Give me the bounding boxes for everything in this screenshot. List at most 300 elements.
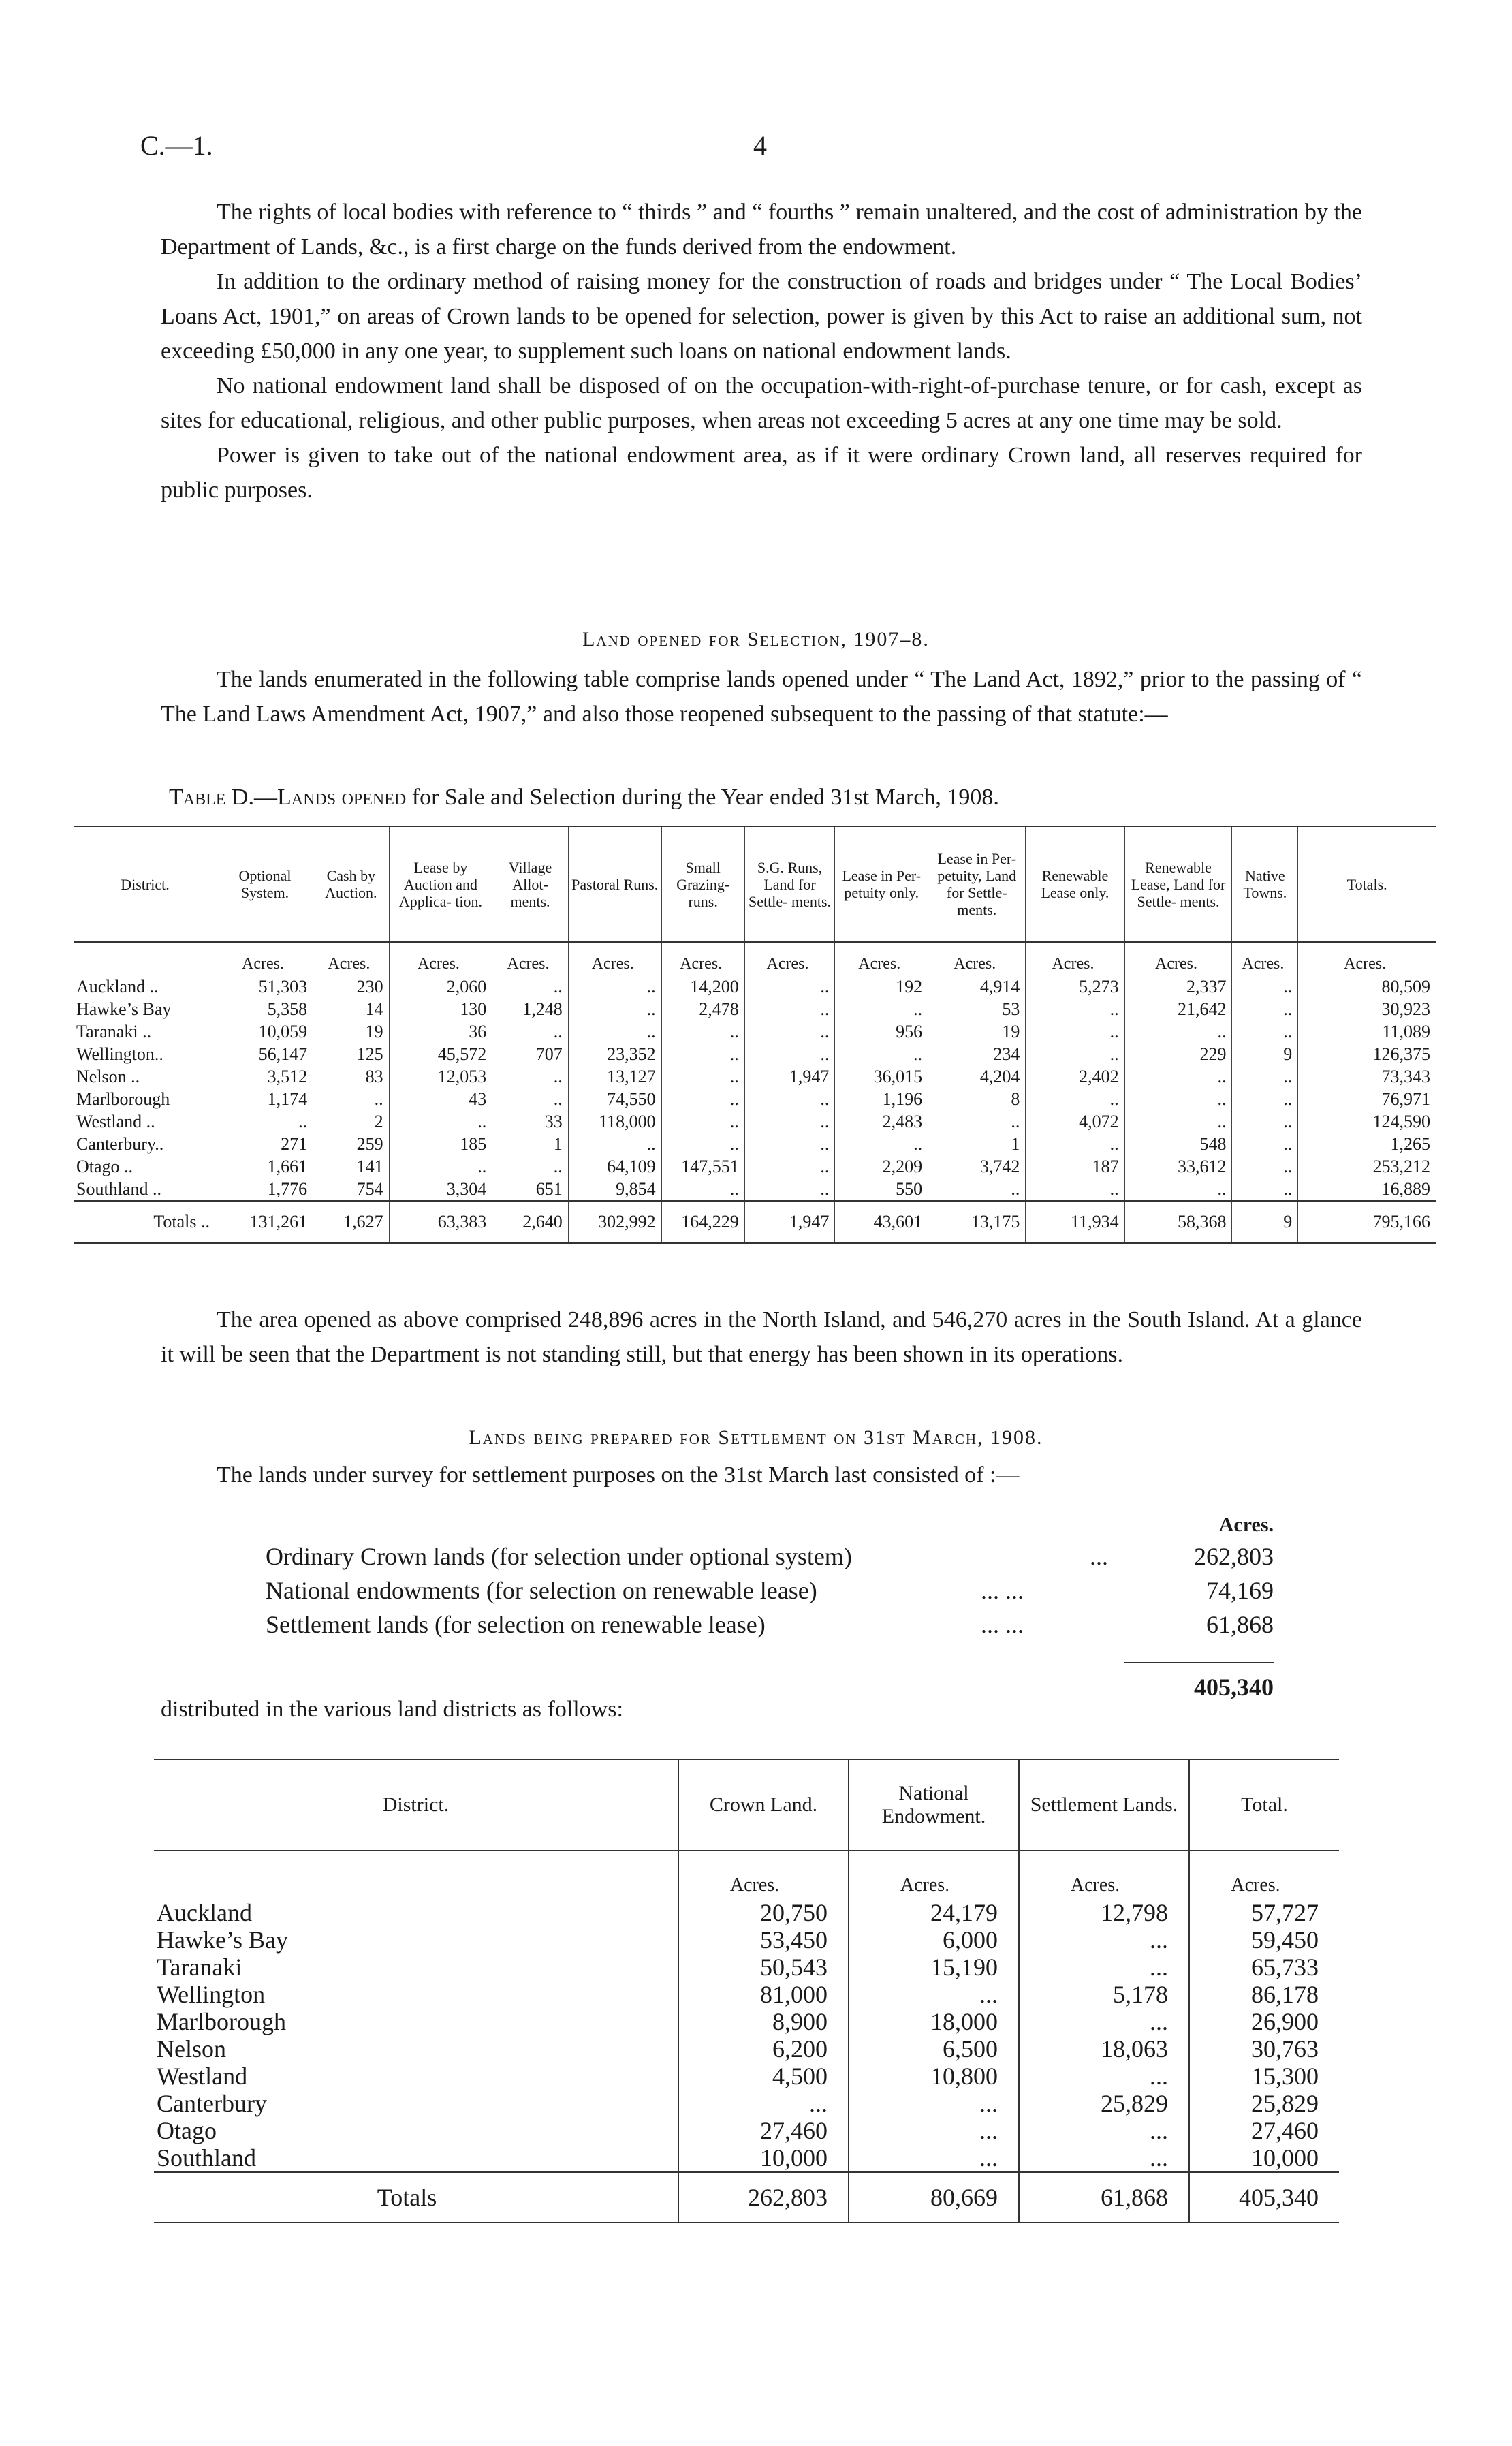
table-row <box>74 1178 1436 1201</box>
table-cell: 234 <box>928 1043 1026 1065</box>
table-cell: .. <box>661 1088 744 1110</box>
table-cell: .. <box>744 998 835 1020</box>
table-cell: .. <box>744 1178 835 1201</box>
table-cell: Acres. <box>1298 942 1436 975</box>
list-item-value: 61,868 <box>1206 1611 1274 1638</box>
table-cell: 59,450 <box>1189 1926 1339 1954</box>
table-cell: 36 <box>389 1020 492 1043</box>
table-row <box>74 1110 1436 1133</box>
table-cell: .. <box>1124 1088 1232 1110</box>
row-label: Hawke’s Bay <box>157 1926 288 1954</box>
row-label: Hawke’s Bay <box>76 999 172 1019</box>
col-header: Lease by Auction and Applica- tion. <box>389 826 492 942</box>
table-cell: Acres. <box>744 942 835 975</box>
section2-intro <box>161 1458 1362 1492</box>
table-row <box>154 2035 1339 2063</box>
table-cell: .. <box>1026 1088 1124 1110</box>
table-cell: 4,204 <box>928 1065 1026 1088</box>
table-cell: 76,971 <box>1298 1088 1436 1110</box>
table-cell: 16,889 <box>1298 1178 1436 1201</box>
table-cell: .. <box>1232 1088 1298 1110</box>
table-cell: 795,166 <box>1298 1201 1436 1243</box>
table-cell: .. <box>492 1155 569 1178</box>
table-cell: ... <box>1019 2117 1189 2144</box>
table-cell: 10,059 <box>217 1020 313 1043</box>
table-cell: .. <box>389 1110 492 1133</box>
table-cell: 24,179 <box>849 1899 1019 1926</box>
col-header: Village Allot- ments. <box>492 826 569 942</box>
table-cell: 6,000 <box>849 1926 1019 1954</box>
table-cell: 262,803 <box>678 2172 849 2223</box>
document-code: C.—1. <box>140 130 213 161</box>
table-cell: 25,829 <box>1019 2090 1189 2117</box>
table-cell: 53,450 <box>678 1926 849 1954</box>
table-cell: 3,512 <box>217 1065 313 1088</box>
table-cell: .. <box>568 1133 661 1155</box>
row-label: Marlborough <box>157 2008 286 2035</box>
lands-under-survey-list <box>266 1511 1274 1701</box>
page-number: 4 <box>753 130 767 161</box>
row-label: Totals <box>154 2172 678 2223</box>
table-cell: 4,500 <box>678 2063 849 2090</box>
table-cell: ... <box>849 2144 1019 2172</box>
table-cell: 57,727 <box>1189 1899 1339 1926</box>
leader-dots: ... ... <box>981 1611 1024 1638</box>
table-cell: 1,248 <box>492 998 569 1020</box>
table-cell: 5,178 <box>1019 1981 1189 2008</box>
table-cell: 80,669 <box>849 2172 1019 2223</box>
table-cell: 19 <box>928 1020 1026 1043</box>
table-cell: 126,375 <box>1298 1043 1436 1065</box>
table-cell: .. <box>1232 975 1298 998</box>
table-cell: Acres. <box>313 942 390 975</box>
list-item-label: National endowments (for selection on renewable lease) <box>266 1577 817 1604</box>
area-summary-paragraph <box>161 1302 1362 1372</box>
table-cell: Acres. <box>1124 942 1232 975</box>
table-cell: 1 <box>492 1133 569 1155</box>
table-cell: .. <box>1232 998 1298 1020</box>
table-cell: .. <box>661 1043 744 1065</box>
row-label: Southland <box>157 2144 257 2171</box>
row-label: Otago .. <box>76 1157 133 1176</box>
table-cell: .. <box>661 1133 744 1155</box>
table-cell: 13,175 <box>928 1201 1026 1243</box>
table-cell: 11,089 <box>1298 1020 1436 1043</box>
table-cell: 1,947 <box>744 1065 835 1088</box>
list-item <box>266 1573 1274 1608</box>
table-cell: .. <box>744 975 835 998</box>
table-cell: Acres. <box>492 942 569 975</box>
table-cell: Acres. <box>1026 942 1124 975</box>
col-header: National Endowment. <box>849 1759 1019 1851</box>
table-cell: .. <box>835 1133 928 1155</box>
table-cell: 9 <box>1232 1043 1298 1065</box>
table-cell: Acres. <box>389 942 492 975</box>
row-label <box>154 1851 678 1899</box>
table-cell: .. <box>1232 1133 1298 1155</box>
table-cell: 2,402 <box>1026 1065 1124 1088</box>
table-cell: 1,174 <box>217 1088 313 1110</box>
table-cell: 9 <box>1232 1201 1298 1243</box>
col-header: Small Grazing- runs. <box>661 826 744 942</box>
table-cell: .. <box>744 1155 835 1178</box>
table-cell: 147,551 <box>661 1155 744 1178</box>
table-row <box>74 998 1436 1020</box>
table-cell: 30,923 <box>1298 998 1436 1020</box>
totals-row <box>154 2172 1339 2223</box>
table-row <box>74 1133 1436 1155</box>
row-label: Otago <box>157 2117 217 2144</box>
table-cell: .. <box>1232 1020 1298 1043</box>
col-header: Optional System. <box>217 826 313 942</box>
table-cell: 10,800 <box>849 2063 1019 2090</box>
table-cell: .. <box>1232 1110 1298 1133</box>
page-header <box>140 129 1353 170</box>
table-cell: 15,300 <box>1189 2063 1339 2090</box>
table-cell: 187 <box>1026 1155 1124 1178</box>
table-cell: .. <box>217 1110 313 1133</box>
table-cell: 13,127 <box>568 1065 661 1088</box>
table-cell: 2,337 <box>1124 975 1232 998</box>
table-cell: 43,601 <box>835 1201 928 1243</box>
table-cell: .. <box>492 1020 569 1043</box>
row-label: Westland <box>157 2063 248 2090</box>
table-cell: 27,460 <box>1189 2117 1339 2144</box>
table-cell: Acres. <box>678 1851 849 1899</box>
leader-dots: ... ... <box>981 1577 1024 1604</box>
table-cell: 73,343 <box>1298 1065 1436 1088</box>
table-cell: 5,358 <box>217 998 313 1020</box>
list-item-label: Ordinary Crown lands (for selection under optional system) <box>266 1543 852 1570</box>
table-cell: 230 <box>313 975 390 998</box>
table-cell: ... <box>1019 1954 1189 1981</box>
table-cell: 33,612 <box>1124 1155 1232 1178</box>
table-cell: 2,209 <box>835 1155 928 1178</box>
table-cell: 64,109 <box>568 1155 661 1178</box>
list-total: 405,340 <box>1194 1674 1274 1701</box>
table-d-caption-prefix: Table D.—Lands opened <box>169 785 407 810</box>
table-cell: 10,000 <box>1189 2144 1339 2172</box>
row-label: Taranaki <box>157 1954 242 1981</box>
table-cell: ... <box>678 2090 849 2117</box>
table-cell: 1,627 <box>313 1201 390 1243</box>
table-cell: 754 <box>313 1178 390 1201</box>
table-cell: 36,015 <box>835 1065 928 1088</box>
table-cell: 12,053 <box>389 1065 492 1088</box>
table-cell: .. <box>568 1020 661 1043</box>
table-cell: .. <box>492 1088 569 1110</box>
table-row <box>154 1954 1339 1981</box>
col-header: S.G. Runs, Land for Settle- ments. <box>744 826 835 942</box>
table-cell: 26,900 <box>1189 2008 1339 2035</box>
table-cell: 9,854 <box>568 1178 661 1201</box>
table-cell: 2,478 <box>661 998 744 1020</box>
table-cell: 15,190 <box>849 1954 1019 1981</box>
col-header: Lease in Per- petuity, Land for Settle- ments. <box>928 826 1026 942</box>
table-cell: 80,509 <box>1298 975 1436 998</box>
table-cell: 3,304 <box>389 1178 492 1201</box>
table-cell: Acres. <box>849 1851 1019 1899</box>
table-cell: .. <box>835 998 928 1020</box>
table-cell: 8 <box>928 1088 1026 1110</box>
table-cell: .. <box>492 975 569 998</box>
table-cell: .. <box>1026 1020 1124 1043</box>
table-d-caption <box>169 785 1370 811</box>
table-cell: ... <box>1019 1926 1189 1954</box>
table-cell: ... <box>849 2117 1019 2144</box>
table-cell: .. <box>1026 998 1124 1020</box>
table-row <box>74 1088 1436 1110</box>
col-header: Renewable Lease, Land for Settle- ments. <box>1124 826 1232 942</box>
table-cell: .. <box>744 1110 835 1133</box>
table-cell: 302,992 <box>568 1201 661 1243</box>
table-cell: 253,212 <box>1298 1155 1436 1178</box>
table-cell: 3,742 <box>928 1155 1026 1178</box>
table-cell: ... <box>1019 2063 1189 2090</box>
row-label: Nelson .. <box>76 1067 140 1086</box>
table-cell: 2,483 <box>835 1110 928 1133</box>
table-cell: .. <box>744 1133 835 1155</box>
table-cell: Acres. <box>661 942 744 975</box>
table-cell: .. <box>928 1178 1026 1201</box>
table-cell: 651 <box>492 1178 569 1201</box>
table-cell: .. <box>313 1088 390 1110</box>
table-cell: 30,763 <box>1189 2035 1339 2063</box>
table-d-lands-opened <box>74 826 1436 1244</box>
row-label: Auckland .. <box>76 977 159 997</box>
table-cell: 229 <box>1124 1043 1232 1065</box>
table-cell: .. <box>389 1155 492 1178</box>
table-cell: .. <box>744 1088 835 1110</box>
table-cell: 118,000 <box>568 1110 661 1133</box>
table-row <box>74 1065 1436 1088</box>
row-label: Southland .. <box>76 1179 161 1199</box>
table-cell: ... <box>1019 2008 1189 2035</box>
table-cell: .. <box>1124 1178 1232 1201</box>
table-cell: 259 <box>313 1133 390 1155</box>
col-header: Pastoral Runs. <box>568 826 661 942</box>
unit-label: Acres. <box>1218 1514 1274 1536</box>
table-cell: 6,500 <box>849 2035 1019 2063</box>
table-cell: 550 <box>835 1178 928 1201</box>
section-title-lands-prepared: Lands being prepared for Settlement on 31st March, 1908. <box>469 1426 1043 1449</box>
table-cell: Acres. <box>1189 1851 1339 1899</box>
table-cell: 1,947 <box>744 1201 835 1243</box>
table-cell: .. <box>1026 1133 1124 1155</box>
table-cell: .. <box>568 975 661 998</box>
list-item-label: Settlement lands (for selection on renewable lease) <box>266 1611 766 1638</box>
table-cell: .. <box>1026 1043 1124 1065</box>
table-cell: 43 <box>389 1088 492 1110</box>
table-cell: 50,543 <box>678 1954 849 1981</box>
table-cell: 18,000 <box>849 2008 1019 2035</box>
table-cell: Acres. <box>1232 942 1298 975</box>
table-cell: 1,265 <box>1298 1133 1436 1155</box>
table-cell: 25,829 <box>1189 2090 1339 2117</box>
table-row <box>74 1155 1436 1178</box>
table-row <box>154 1981 1339 2008</box>
table-cell: 2 <box>313 1110 390 1133</box>
table-cell: .. <box>492 1065 569 1088</box>
table-cell: 1,776 <box>217 1178 313 1201</box>
table-cell: 1 <box>928 1133 1026 1155</box>
table-row <box>74 1020 1436 1043</box>
table-cell: 2,060 <box>389 975 492 998</box>
table-row <box>154 2117 1339 2144</box>
table-cell: 124,590 <box>1298 1110 1436 1133</box>
table-cell: 8,900 <box>678 2008 849 2035</box>
col-header: Cash by Auction. <box>313 826 390 942</box>
table-cell: 548 <box>1124 1133 1232 1155</box>
table-row <box>74 1043 1436 1065</box>
units-row <box>74 942 1436 975</box>
table-cell: 141 <box>313 1155 390 1178</box>
paragraph: The lands enumerated in the following table comprise lands opened under “ The Land Act, 1892,” prior to the passing of “ The Land Laws Amendment Act, 1907,” and also those reopened subsequent to the passing of that statute:— <box>161 667 1362 727</box>
row-label: Wellington.. <box>76 1044 163 1064</box>
table-cell: 45,572 <box>389 1043 492 1065</box>
table-cell: 83 <box>313 1065 390 1088</box>
units-row <box>154 1851 1339 1899</box>
table-cell: ... <box>849 1981 1019 2008</box>
list-item-value: 262,803 <box>1194 1543 1274 1570</box>
section1-intro <box>161 662 1362 732</box>
table-cell: 192 <box>835 975 928 998</box>
table-cell: 53 <box>928 998 1026 1020</box>
table-cell: 81,000 <box>678 1981 849 2008</box>
row-label: Marlborough <box>76 1089 170 1109</box>
table-cell: 61,868 <box>1019 2172 1189 2223</box>
col-header: Renewable Lease only. <box>1026 826 1124 942</box>
table-cell: 271 <box>217 1133 313 1155</box>
table-row <box>154 2008 1339 2035</box>
table-cell: .. <box>661 1065 744 1088</box>
intro-paragraphs <box>161 195 1362 507</box>
table-cell: 63,383 <box>389 1201 492 1243</box>
paragraph: The area opened as above comprised 248,896 acres in the North Island, and 546,270 acres in the South Island. At a glance it will be seen that the Department is not standing still, but that energy has been shown in its operations. <box>161 1307 1362 1367</box>
table-cell: 1,661 <box>217 1155 313 1178</box>
row-label: Westland .. <box>76 1112 155 1131</box>
table-cell: 33 <box>492 1110 569 1133</box>
paragraph: distributed in the various land districts as follows: <box>161 1697 623 1722</box>
col-header: Settlement Lands. <box>1019 1759 1189 1851</box>
table-cell: .. <box>1232 1178 1298 1201</box>
table-cell: 6,200 <box>678 2035 849 2063</box>
table-cell: .. <box>1124 1020 1232 1043</box>
table-cell: 56,147 <box>217 1043 313 1065</box>
table-cell: 405,340 <box>1189 2172 1339 2223</box>
table-cell: .. <box>744 1020 835 1043</box>
table-cell: 51,303 <box>217 975 313 998</box>
table-cell: ... <box>1019 2144 1189 2172</box>
row-label: Canterbury.. <box>76 1134 164 1154</box>
table-cell: 27,460 <box>678 2117 849 2144</box>
table-cell: .. <box>744 1043 835 1065</box>
table-cell: .. <box>661 1178 744 1201</box>
table-cell: ... <box>849 2090 1019 2117</box>
totals-row <box>74 1201 1436 1243</box>
table-cell: 4,914 <box>928 975 1026 998</box>
list-item-value: 74,169 <box>1206 1577 1274 1604</box>
table-cell: Acres. <box>568 942 661 975</box>
table-cell: 58,368 <box>1124 1201 1232 1243</box>
col-header: District. <box>154 1759 678 1851</box>
table-cell: 131,261 <box>217 1201 313 1243</box>
table-cell: 23,352 <box>568 1043 661 1065</box>
paragraph: The rights of local bodies with reference to “ thirds ” and “ fourths ” remain unaltered, and the cost of administration by the Department of Lands, &c., is a first charge on the funds derived from the endowment. <box>161 200 1362 260</box>
table-cell: 164,229 <box>661 1201 744 1243</box>
section-title-land-opened: Land opened for Selection, 1907–8. <box>582 628 930 650</box>
table-cell: .. <box>835 1043 928 1065</box>
table-cell: 185 <box>389 1133 492 1155</box>
table-cell: Acres. <box>928 942 1026 975</box>
row-label: Nelson <box>157 2035 226 2063</box>
paragraph: The lands under survey for settlement purposes on the 31st March last consisted of :— <box>217 1462 1020 1488</box>
paragraph: Power is given to take out of the national endowment area, as if it were ordinary Crown land, all reserves required for public purposes. <box>161 443 1362 503</box>
row-label: Taranaki .. <box>76 1022 152 1041</box>
table-cell: 74,550 <box>568 1088 661 1110</box>
col-header: Crown Land. <box>678 1759 849 1851</box>
table-cell: 5,273 <box>1026 975 1124 998</box>
row-label <box>74 942 217 975</box>
row-label: Totals .. <box>74 1201 217 1243</box>
table-row <box>74 975 1436 998</box>
table-cell: 956 <box>835 1020 928 1043</box>
table-cell: 21,642 <box>1124 998 1232 1020</box>
table-districts-distribution <box>154 1759 1339 2223</box>
table-cell: Acres. <box>1019 1851 1189 1899</box>
table-cell: 14,200 <box>661 975 744 998</box>
table-cell: 14 <box>313 998 390 1020</box>
list-item <box>266 1539 1274 1573</box>
leader-dots: ... <box>1090 1543 1108 1570</box>
row-label: Canterbury <box>157 2090 267 2117</box>
table-cell: 12,798 <box>1019 1899 1189 1926</box>
table-cell: 20,750 <box>678 1899 849 1926</box>
table-cell: 2,640 <box>492 1201 569 1243</box>
col-header: Native Towns. <box>1232 826 1298 942</box>
col-header: Total. <box>1189 1759 1339 1851</box>
table-cell: .. <box>1232 1155 1298 1178</box>
table-cell: 86,178 <box>1189 1981 1339 2008</box>
table-cell: .. <box>661 1110 744 1133</box>
table-row <box>154 2144 1339 2172</box>
col-header: District. <box>74 826 217 942</box>
table-cell: 4,072 <box>1026 1110 1124 1133</box>
table-row <box>154 2090 1339 2117</box>
table-row <box>154 2063 1339 2090</box>
table-cell: .. <box>661 1020 744 1043</box>
table-d-caption-rest: for Sale and Selection during the Year ended 31st March, 1908. <box>411 785 999 810</box>
table-cell: .. <box>1124 1065 1232 1088</box>
distributed-text <box>161 1692 1362 1727</box>
table-cell: 125 <box>313 1043 390 1065</box>
table-cell: 11,934 <box>1026 1201 1124 1243</box>
table-cell: .. <box>1026 1178 1124 1201</box>
row-label: Auckland <box>157 1899 252 1926</box>
table-cell: Acres. <box>835 942 928 975</box>
paragraph: No national endowment land shall be disposed of on the occupation-with-right-of-purchase tenure, or for cash, except as sites for educational, religious, and other public purposes, when areas not exceeding 5 acres at any one time may be sold. <box>161 373 1362 433</box>
table-cell: .. <box>1124 1110 1232 1133</box>
paragraph: In addition to the ordinary method of raising money for the construction of roads and bridges under “ The Local Bodies’ Loans Act, 1901,” on areas of Crown lands to be opened for selection, power is given by this Act to raise an additional sum, not exceeding £50,000 in any one year, to supplement such loans on national endowment lands. <box>161 269 1362 364</box>
row-label: Wellington <box>157 1981 266 2008</box>
table-cell: .. <box>1232 1065 1298 1088</box>
table-cell: 19 <box>313 1020 390 1043</box>
table-row <box>154 1926 1339 1954</box>
table-cell: 10,000 <box>678 2144 849 2172</box>
col-header: Lease in Per- petuity only. <box>835 826 928 942</box>
table-cell: 18,063 <box>1019 2035 1189 2063</box>
table-cell: .. <box>568 998 661 1020</box>
